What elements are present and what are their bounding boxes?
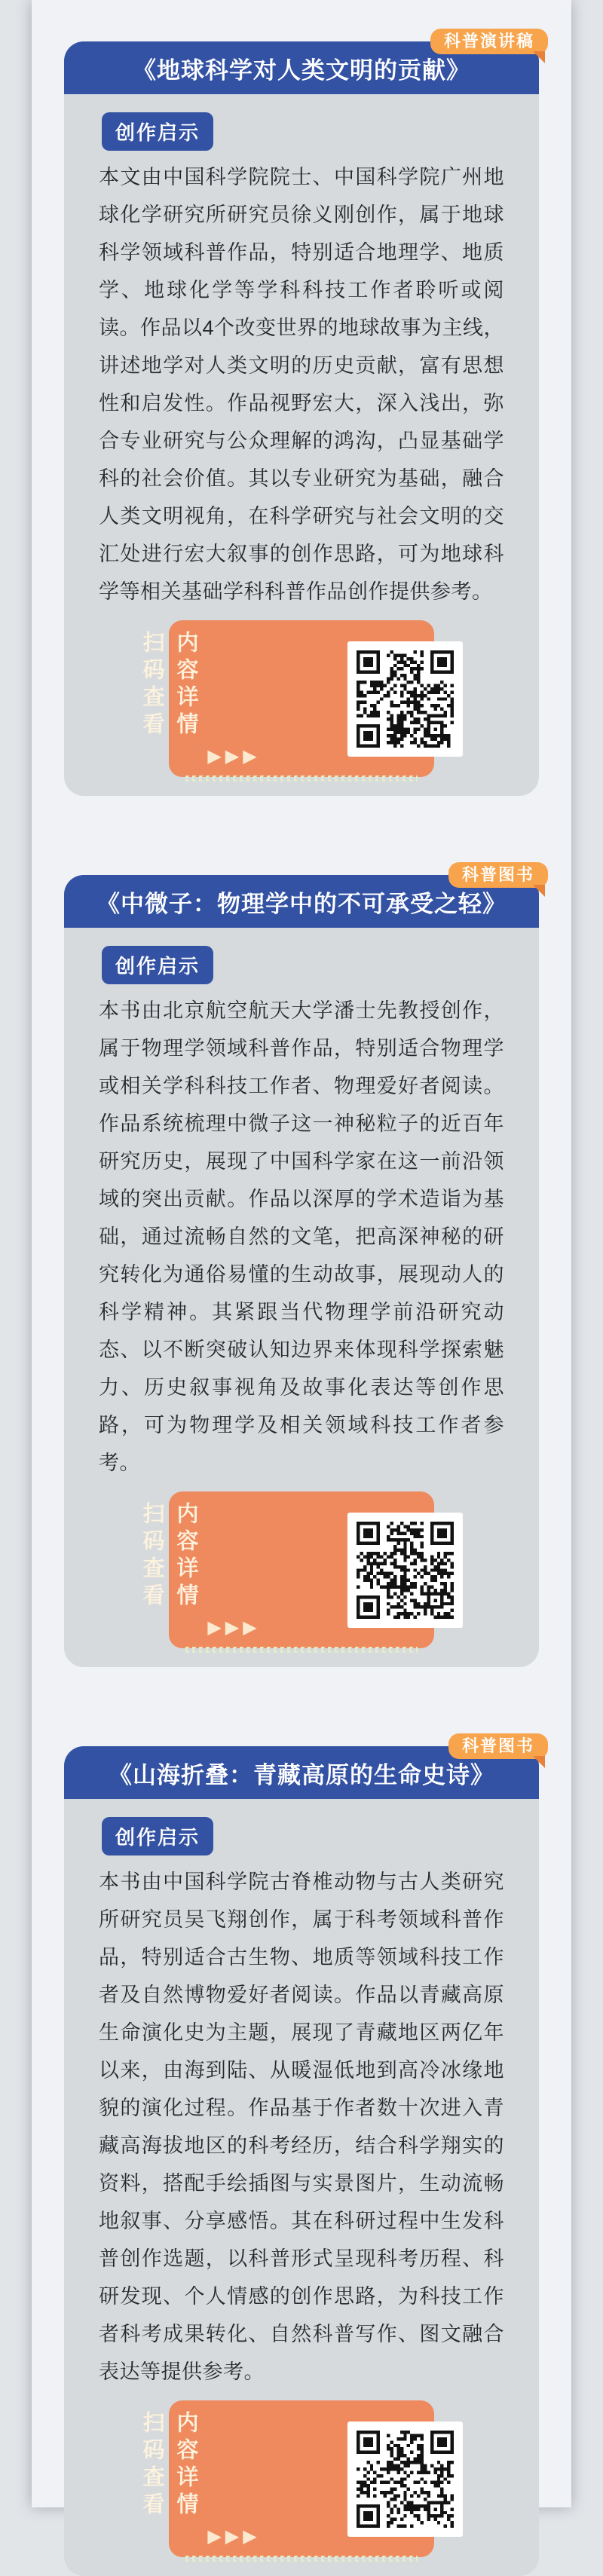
- qr-code[interactable]: [347, 2422, 463, 2537]
- card-neutrino-book: [64, 865, 539, 1667]
- serrated-edge: [185, 2556, 418, 2562]
- arrow-right-icons: ▶▶▶: [207, 745, 261, 766]
- arrow-right-icons: ▶▶▶: [207, 2526, 261, 2547]
- card-earth-science: [64, 32, 539, 796]
- serrated-edge: [185, 1647, 418, 1653]
- qr-box[interactable]: [139, 1491, 434, 1648]
- card-title: 《地球科学对人类文明的贡献》: [133, 57, 470, 84]
- card-body: [64, 928, 539, 1667]
- content-column: [32, 0, 571, 2547]
- badge-tail: [533, 885, 545, 897]
- category-badge: [430, 29, 548, 54]
- badge-tail: [533, 1756, 545, 1768]
- category-badge: [448, 1733, 548, 1759]
- card-body-text: 本文由中国科学院院士、中国科学院广州地球化学研究所研究员徐义刚创作，属于地球科学领域科普作品，特别适合地理学、地质学、地球化学等学科科技工作者聆听或阅读。作品以4个改变世界的地球故事为主线，讲述地学对人类文明的历史贡献，富有思想性和启发性。作品视野宏大，深入浅出，弥合专业研究与公众理解的鸿沟，凸显基础学科的社会价值。其以专业研究为基础，融合人类文明视角，在科学研究与社会文明的交汇处进行宏大叙事的创作思路，可为地球科学等相关基础学科科普作品创作提供参考。: [99, 166, 505, 603]
- card-body: [64, 94, 539, 796]
- qr-caption: [141, 2411, 328, 2547]
- section-label-badge: 创作启示: [102, 946, 213, 984]
- card-body-text: 本书由北京航空航天大学潘士先教授创作，属于物理学领域科普作品，特别适合物理学或相关学科科技工作者、物理爱好者阅读。作品系统梳理中微子这一神秘粒子的近百年研究历史，展现了中国科学家在这一前沿领域的突出贡献。作品以深厚的学术造诣为基础，通过流畅自然的文笔，把高深神秘的研究转化为通俗易懂的生动故事，展现动人的科学精神。其紧跟当代物理学前沿研究动态、以不断突破认知边界来体现科学探索魅力、历史叙事视角及故事化表达等创作思路，可为物理学及相关领域科技工作者参考。: [99, 999, 504, 1474]
- qr-caption-col-detail: 内容详情: [173, 1502, 198, 1611]
- card-body-text: 本书由中国科学院古脊椎动物与古人类研究所研究员吴飞翔创作，属于科考领域科普作品，特别适合古生物、地质等领域科技工作者及自然博物爱好者阅读。作品以青藏高原生命演化史为主题，展现了青藏地区两亿年以来，由海到陆、从暖湿低地到高冷冰缘地貌的演化过程。作品基于作者数十次进入青藏高海拔地区的科考经历，结合科学翔实的资料，搭配手绘插图与实景图片，生动流畅地叙事、分享感悟。其在科研过程中生发科普创作选题，以科普形式呈现科考历程、科研发现、个人情感的创作思路，为科技工作者科考成果转化、自然科普写作、图文融合表达等提供参考。: [99, 1871, 504, 2383]
- qr-caption-col-scan: 扫码查看: [139, 1502, 164, 1611]
- category-badge-label: 科普演讲稿: [443, 32, 534, 50]
- qr-caption-col-scan: 扫码查看: [139, 631, 164, 739]
- category-badge: [448, 862, 548, 888]
- section-label-badge: 创作启示: [102, 1817, 213, 1856]
- qr-box[interactable]: [139, 620, 434, 777]
- qr-code[interactable]: [347, 641, 463, 757]
- category-badge-label: 科普图书: [461, 1736, 534, 1755]
- card-title: 《山海折叠：青藏高原的生命史诗》: [109, 1761, 494, 1788]
- qr-caption: [141, 631, 328, 766]
- category-badge-label: 科普图书: [461, 865, 534, 884]
- qr-box[interactable]: [139, 2400, 434, 2557]
- qr-caption-col-scan: 扫码查看: [139, 2411, 164, 2519]
- card-body: [64, 1799, 539, 2576]
- serrated-edge: [185, 776, 418, 782]
- card-qinghai-tibet-book: [64, 1736, 539, 2576]
- card-title: 《中微子：物理学中的不可承受之轻》: [96, 890, 507, 917]
- qr-caption-col-detail: 内容详情: [173, 631, 198, 739]
- qr-code[interactable]: [347, 1513, 463, 1628]
- arrow-right-icons: ▶▶▶: [207, 1617, 261, 1638]
- section-label-badge: 创作启示: [102, 112, 213, 151]
- qr-caption: [141, 1502, 328, 1638]
- badge-tail: [533, 51, 545, 63]
- qr-caption-col-detail: 内容详情: [173, 2411, 198, 2519]
